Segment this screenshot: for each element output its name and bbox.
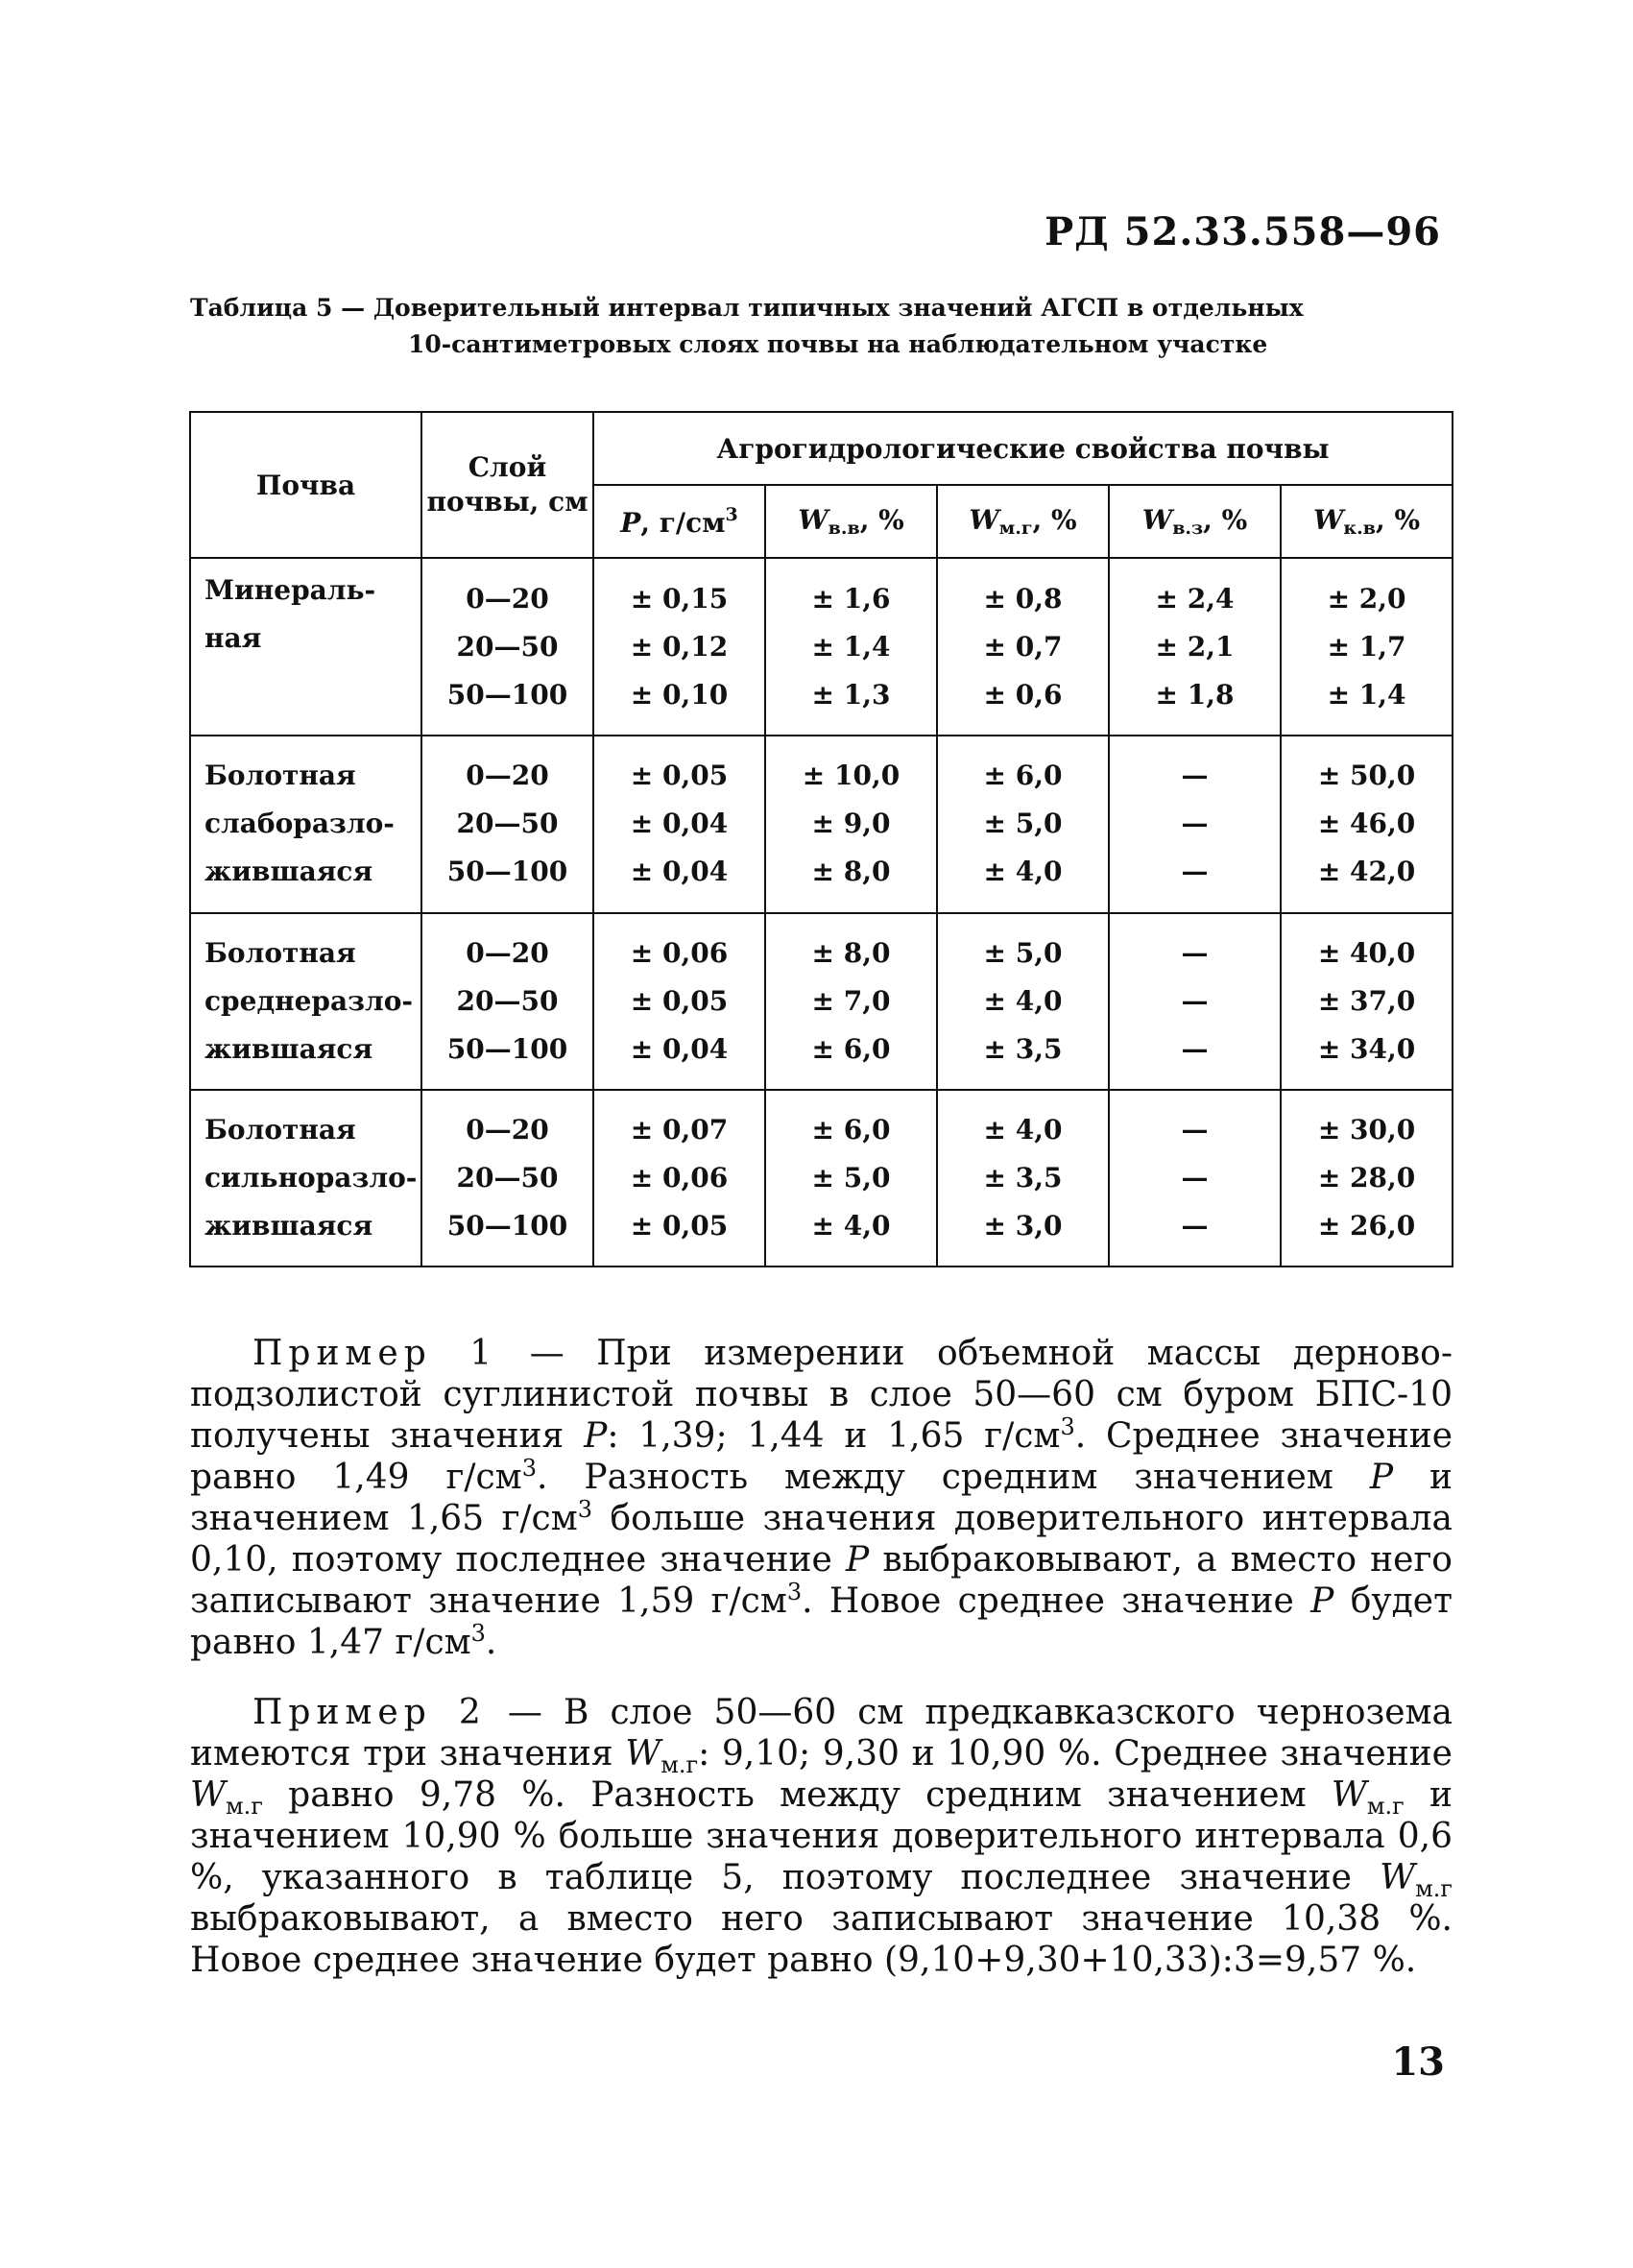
- soil-name-cell: Болотная среднеразло- жившаяся: [190, 913, 421, 1090]
- header-properties-group: Агрогидрологические свойства почвы: [593, 412, 1453, 485]
- header-prop-4: $W_{к.в}$, %: [1281, 485, 1453, 558]
- value-cell: ± 0,05 ± 0,04 ± 0,04: [593, 736, 765, 912]
- value-cell: ± 0,8 ± 0,7 ± 0,6: [937, 558, 1109, 736]
- layer-cell: 0—20 20—50 50—100: [421, 1090, 593, 1267]
- value-cell: ± 5,0 ± 4,0 ± 3,5: [937, 913, 1109, 1090]
- header-soil: Почва: [190, 412, 421, 558]
- value-cell: ± 6,0 ± 5,0 ± 4,0: [765, 1090, 937, 1267]
- value-cell: ± 50,0 ± 46,0 ± 42,0: [1281, 736, 1453, 912]
- header-prop-3: $W_{в.з}$, %: [1109, 485, 1281, 558]
- value-cell: ± 30,0 ± 28,0 ± 26,0: [1281, 1090, 1453, 1267]
- header-layer: Слой почвы, см: [421, 412, 593, 558]
- example-1-paragraph: Пример 1 — При измерении объемной массы дерново-подзолистой суглинистой почвы в слое 50—60 см буром БПС-10 получены значения P: 1,39; 1,44 и 1,65 $г/см^3$. Среднее значение равно 1,49 $г/см^3$. Разность между средним значением P и значением 1,65 $г/см^3$ больше значения доверительного интервала 0,10, поэтому последнее значение P выбраковывают, а вместо него записывают значение 1,59 $г/см^3$. Новое среднее значение P будет равно 1,47 $г/см^3$.: [190, 1334, 1453, 1662]
- soil-name-cell: Минераль- ная: [190, 558, 421, 736]
- table-caption-line-1: Таблица 5 — Доверительный интервал типичных значений АГСП в отдельных: [190, 294, 1304, 322]
- table-row-group: [190, 736, 1453, 912]
- table-row-group: [190, 1090, 1453, 1267]
- value-cell: ± 0,07 ± 0,06 ± 0,05: [593, 1090, 765, 1267]
- value-cell: — — —: [1109, 736, 1281, 912]
- layer-cell: 0—20 20—50 50—100: [421, 913, 593, 1090]
- header-prop-2: $W_{м.г}$, %: [937, 485, 1109, 558]
- value-cell: ± 6,0 ± 5,0 ± 4,0: [937, 736, 1109, 912]
- layer-cell: 0—20 20—50 50—100: [421, 736, 593, 912]
- confidence-interval-table: [189, 411, 1453, 1267]
- value-cell: ± 2,4 ± 2,1 ± 1,8: [1109, 558, 1281, 736]
- table-header-row: [190, 412, 1453, 485]
- table-caption: [190, 290, 1453, 363]
- document-code: РД 52.33.558—96: [1045, 209, 1441, 254]
- value-cell: — — —: [1109, 913, 1281, 1090]
- header-prop-1: $W_{в.в}$, %: [765, 485, 937, 558]
- value-cell: ± 4,0 ± 3,5 ± 3,0: [937, 1090, 1109, 1267]
- value-cell: ± 8,0 ± 7,0 ± 6,0: [765, 913, 937, 1090]
- value-cell: — — —: [1109, 1090, 1281, 1267]
- page-number: 13: [1391, 2039, 1445, 2085]
- table-caption-line-2: 10-сантиметровых слоях почвы на наблюдательном участке: [408, 330, 1268, 358]
- soil-name-cell: Болотная сильноразло- жившаяся: [190, 1090, 421, 1267]
- soil-name-cell: Болотная слаборазло- жившаяся: [190, 736, 421, 912]
- header-prop-0: P, $г/см^3$: [593, 485, 765, 558]
- value-cell: ± 40,0 ± 37,0 ± 34,0: [1281, 913, 1453, 1090]
- value-cell: ± 2,0 ± 1,7 ± 1,4: [1281, 558, 1453, 736]
- value-cell: ± 1,6 ± 1,4 ± 1,3: [765, 558, 937, 736]
- example-2-paragraph: Пример 2 — В слое 50—60 см предкавказского чернозема имеются три значения $W_{м.г}$: 9,10; 9,30 и 10,90 %. Среднее значение $W_{м.г}$ равно 9,78 %. Разность между средним значением $W_{м.г}$ и значением 10,90 % больше значения доверительного интервала 0,6 %, указанного в таблице 5, поэтому последнее значение $W_{м.г}$ выбраковывают, а вместо него записывают значение 10,38 %. Новое среднее значение будет равно (9,10+9,30+10,33):3=9,57 %.: [190, 1693, 1453, 1980]
- value-cell: ± 0,06 ± 0,05 ± 0,04: [593, 913, 765, 1090]
- table-row-group: [190, 913, 1453, 1090]
- value-cell: ± 0,15 ± 0,12 ± 0,10: [593, 558, 765, 736]
- layer-cell: 0—20 20—50 50—100: [421, 558, 593, 736]
- value-cell: ± 10,0 ± 9,0 ± 8,0: [765, 736, 937, 912]
- table-row-group: [190, 558, 1453, 736]
